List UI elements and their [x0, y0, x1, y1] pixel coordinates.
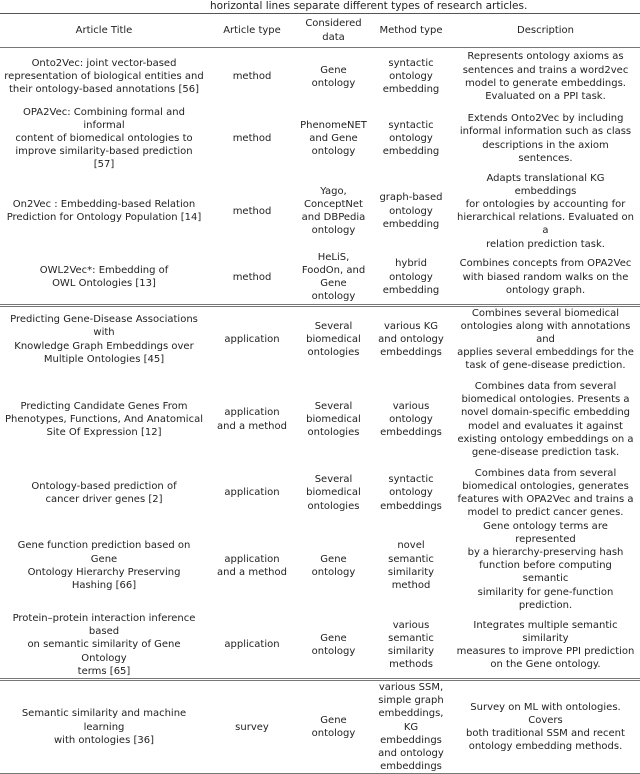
cell-line: ontology [389, 132, 433, 144]
table-caption: horizontal lines separate different types of research articles. [210, 0, 528, 12]
cell-line: biomedical ontologies. Presents a [461, 394, 630, 406]
cell-line: Method type [379, 24, 443, 36]
cell-description [451, 251, 640, 305]
table-row [0, 612, 640, 680]
cell-line: Evaluated on a PPI task. [485, 90, 606, 102]
cell-description [451, 680, 640, 774]
cell-article-type [208, 48, 296, 106]
cell-line: ontologies [307, 427, 360, 439]
cell-considered-data [296, 680, 371, 774]
cell-line: and a method [217, 420, 287, 432]
cell-line: ontology [389, 487, 433, 499]
cell-article-type [208, 106, 296, 172]
cell-line: FoodOn, and [301, 264, 366, 276]
cell-line: ontology graph. [505, 284, 586, 296]
cell-line: informal information such as class [459, 126, 632, 138]
cell-line: Onto2Vec: joint vector-based [31, 57, 177, 69]
cell-line: with ontologies [36] [54, 734, 154, 746]
cell-considered-data [296, 172, 371, 251]
cell-line: method [232, 205, 272, 217]
cell-article-type [208, 305, 296, 373]
articles-table [0, 13, 640, 774]
cell-method-type [371, 172, 451, 251]
cell-line: method [232, 71, 272, 83]
cell-article-type [208, 373, 296, 467]
cell-line: ontology [311, 225, 356, 237]
cell-method-type [371, 467, 451, 520]
cell-line: Several [314, 474, 353, 486]
cell-line: Predicting Candidate Genes From [20, 400, 188, 412]
cell-line: Article Title [75, 24, 133, 36]
cell-line: Protein–protein interaction inference based [12, 612, 196, 638]
table-row [0, 373, 640, 467]
cell-article-title [0, 172, 208, 251]
table-row [0, 520, 640, 612]
cell-line: embedding [382, 284, 440, 296]
cell-line: ontology embedding methods. [468, 741, 623, 753]
cell-line: improve similarity-based prediction [57] [15, 146, 193, 171]
cell-line: application [224, 333, 280, 345]
cell-line: hierarchical relations. Evaluated on a [457, 212, 634, 237]
cell-line: various KG [383, 320, 439, 332]
cell-line: Prediction for Ontology Population [14] [6, 212, 202, 224]
cell-line: and ontology [378, 748, 444, 760]
cell-description [451, 48, 640, 106]
cell-line: HeLiS, [317, 251, 350, 263]
cell-line: Multiple Ontologies [45] [43, 353, 165, 365]
table-row [0, 106, 640, 172]
cell-line: OWL2Vec*: Embedding of [39, 264, 169, 276]
cell-line: Adapts translational KG embeddings [486, 172, 605, 197]
cell-line: cancer driver genes [2] [45, 494, 163, 506]
cell-line: embeddings, [378, 708, 444, 720]
cell-line: and Gene [309, 132, 358, 144]
cell-line: KG [403, 721, 419, 733]
cell-line: Survey on ML with ontologies. Covers [470, 701, 621, 726]
cell-line: ontology [389, 271, 433, 283]
cell-article-title [0, 520, 208, 612]
cell-line: novel semantic [388, 540, 434, 565]
cell-line: Gene ontology terms are represented [483, 520, 608, 545]
cell-line: Combines concepts from OPA2Vec [459, 258, 632, 270]
cell-description [451, 612, 640, 680]
cell-line: Combines several biomedical [471, 307, 620, 319]
cell-line: biomedical [306, 333, 361, 345]
cell-line: Hashing [66] [71, 579, 137, 591]
cell-line: ConceptNet [304, 198, 363, 210]
cell-line: method [391, 579, 431, 591]
table-row [0, 680, 640, 774]
cell-line: biomedical [306, 413, 361, 425]
cell-line: embeddings [380, 734, 442, 746]
cell-line: Combines data from several [474, 467, 617, 479]
cell-line: novel domain-specific embedding [460, 407, 631, 419]
cell-line: application [224, 553, 280, 565]
cell-line: on the Gene ontology. [490, 659, 601, 671]
cell-line: representation of biological entities and [4, 71, 204, 83]
cell-line: survey [235, 721, 269, 733]
cell-line: both traditional SSM and recent [466, 728, 625, 740]
cell-line: various [392, 619, 430, 631]
cell-line: with biased random walks on the [462, 271, 629, 283]
cell-method-type [371, 251, 451, 305]
header-row [0, 14, 640, 48]
cell-line: ontologies [307, 500, 360, 512]
cell-line: for ontologies by accounting for [465, 198, 626, 210]
cell-article-type [208, 172, 296, 251]
cell-considered-data [296, 612, 371, 680]
cell-line: various SSM, [378, 682, 444, 693]
cell-line: function before computing semantic [479, 560, 612, 585]
cell-considered-data [296, 373, 371, 467]
cell-line: method [232, 271, 272, 283]
cell-line: application [224, 639, 280, 651]
cell-line: and DBPedia [301, 212, 366, 224]
cell-article-type [208, 612, 296, 680]
cell-considered-data [296, 467, 371, 520]
table-row [0, 172, 640, 251]
cell-line: Description [517, 24, 574, 36]
cell-line: similarity [387, 566, 435, 578]
cell-line: ontology [389, 413, 433, 425]
cell-line: Gene function prediction based on Gene [17, 540, 191, 565]
cell-method-type [371, 520, 451, 612]
cell-line: Extends Onto2Vec by including [467, 113, 624, 125]
cell-method-type [371, 305, 451, 373]
cell-description [451, 520, 640, 612]
cell-line: embeddings [380, 761, 442, 773]
cell-method-type [371, 48, 451, 106]
cell-line: Phenotypes, Functions, And Anatomical [5, 413, 203, 425]
cell-line: model to predict cancer genes. [467, 507, 624, 519]
cell-article-type [208, 251, 296, 305]
cell-description [451, 106, 640, 172]
cell-line: ontology [389, 71, 433, 83]
cell-line: OWL Ontologies [13] [52, 278, 156, 290]
cell-line: similarity for gene-function prediction. [477, 586, 614, 611]
cell-line: relation prediction task. [486, 238, 605, 250]
cell-line: similarity [387, 645, 435, 657]
cell-line: embedding [382, 146, 440, 158]
header-considered-data [296, 14, 371, 48]
cell-line: Gene ontology [311, 632, 356, 657]
cell-line: ontologies along with annotations and [460, 320, 631, 345]
cell-line: Gene ontology [311, 715, 356, 740]
cell-line: terms [65] [77, 665, 131, 677]
cell-line: and a method [217, 566, 287, 578]
table-row [0, 48, 640, 106]
cell-line: embedding [382, 218, 440, 230]
cell-line: various [392, 400, 430, 412]
table-row [0, 467, 640, 520]
cell-line: Predicting Gene-Disease Associations with [10, 314, 198, 339]
cell-line: data [322, 31, 345, 43]
cell-line: model to generate embeddings. [465, 77, 626, 89]
cell-article-title [0, 467, 208, 520]
cell-line: simple graph [378, 695, 444, 707]
cell-article-title [0, 48, 208, 106]
cell-considered-data [296, 48, 371, 106]
cell-description [451, 373, 640, 467]
header-description [451, 14, 640, 48]
cell-line: syntactic [388, 57, 434, 69]
cell-line: Knowledge Graph Embeddings over [14, 340, 194, 352]
cell-line: model and evaluates it against [468, 420, 623, 432]
cell-line: Site Of Expression [12] [46, 427, 162, 439]
cell-method-type [371, 680, 451, 774]
cell-line: ontology [389, 205, 433, 217]
cell-description [451, 305, 640, 373]
cell-article-title [0, 251, 208, 305]
cell-line: application [224, 487, 280, 499]
cell-line: methods [389, 659, 433, 671]
cell-line: Gene ontology [311, 278, 356, 303]
cell-line: and ontology [378, 333, 444, 345]
cell-article-type [208, 520, 296, 612]
cell-line: Yago, [320, 185, 347, 197]
cell-line: content of biomedical ontologies to [15, 132, 193, 144]
cell-line: ontologies [307, 347, 360, 359]
cell-line: syntactic [388, 474, 434, 486]
cell-line: Considered [305, 18, 362, 30]
cell-line: existing ontology embeddings on a [457, 433, 634, 445]
table-row [0, 251, 640, 305]
cell-line: Gene ontology [311, 553, 356, 578]
cell-line: biomedical ontologies, generates [462, 480, 629, 492]
cell-description [451, 467, 640, 520]
cell-considered-data [296, 251, 371, 305]
cell-considered-data [296, 305, 371, 373]
cell-line: embeddings [380, 347, 442, 359]
cell-line: Combines data from several [474, 380, 617, 392]
cell-line: Represents ontology axioms as [467, 51, 624, 63]
cell-line: biomedical [306, 487, 361, 499]
header-article-type [208, 14, 296, 48]
cell-line: hybrid [395, 258, 427, 270]
cell-line: Several [314, 400, 353, 412]
cell-line: Gene ontology [311, 64, 356, 89]
cell-line: on semantic similarity of Gene Ontology [27, 639, 181, 664]
cell-considered-data [296, 106, 371, 172]
cell-article-title [0, 612, 208, 680]
cell-line: measures to improve PPI prediction [456, 645, 635, 657]
cell-line: sentences and trains a word2vec [462, 64, 629, 76]
cell-line: method [232, 132, 272, 144]
cell-line: Ontology Hierarchy Preserving [27, 566, 181, 578]
cell-line: features with OPA2Vec and trains a [457, 494, 634, 506]
cell-line: graph-based [379, 192, 443, 204]
cell-article-title [0, 373, 208, 467]
cell-line: OPA2Vec: Combining formal and informal [23, 106, 185, 131]
table-row [0, 305, 640, 373]
cell-article-title [0, 106, 208, 172]
header-article-title [0, 14, 208, 48]
cell-line: Several [314, 320, 353, 332]
cell-line: their ontology-based annotations [56] [9, 84, 199, 96]
cell-line: embedding [382, 84, 440, 96]
cell-method-type [371, 612, 451, 680]
cell-line: embeddings [380, 500, 442, 512]
cell-line: embeddings [380, 427, 442, 439]
cell-line: ontology [311, 146, 356, 158]
cell-line: applies several embeddings for the [457, 347, 634, 359]
cell-line: task of gene-disease prediction. [465, 360, 626, 372]
cell-method-type [371, 106, 451, 172]
cell-line: Integrates multiple semantic similarity [473, 619, 618, 644]
cell-line: On2Vec : Embedding-based Relation [12, 198, 196, 210]
cell-line: Ontology-based prediction of [31, 480, 177, 492]
cell-line: semantic [388, 632, 434, 644]
header-method-type [371, 14, 451, 48]
cell-considered-data [296, 520, 371, 612]
cell-article-title [0, 680, 208, 774]
cell-line: syntactic [388, 119, 434, 131]
cell-line: Semantic similarity and machine learning [21, 708, 187, 733]
cell-line: by a hierarchy-preserving hash [467, 546, 624, 558]
cell-description [451, 172, 640, 251]
cell-line: gene-disease prediction task. [471, 446, 620, 458]
cell-article-type [208, 467, 296, 520]
cell-line: Article type [223, 24, 281, 36]
cell-article-type [208, 680, 296, 774]
cell-article-title [0, 305, 208, 373]
cell-line: descriptions in the axiom sentences. [482, 139, 609, 164]
cell-method-type [371, 373, 451, 467]
cell-line: PhenomeNET [300, 119, 367, 131]
cell-line: application [224, 407, 280, 419]
